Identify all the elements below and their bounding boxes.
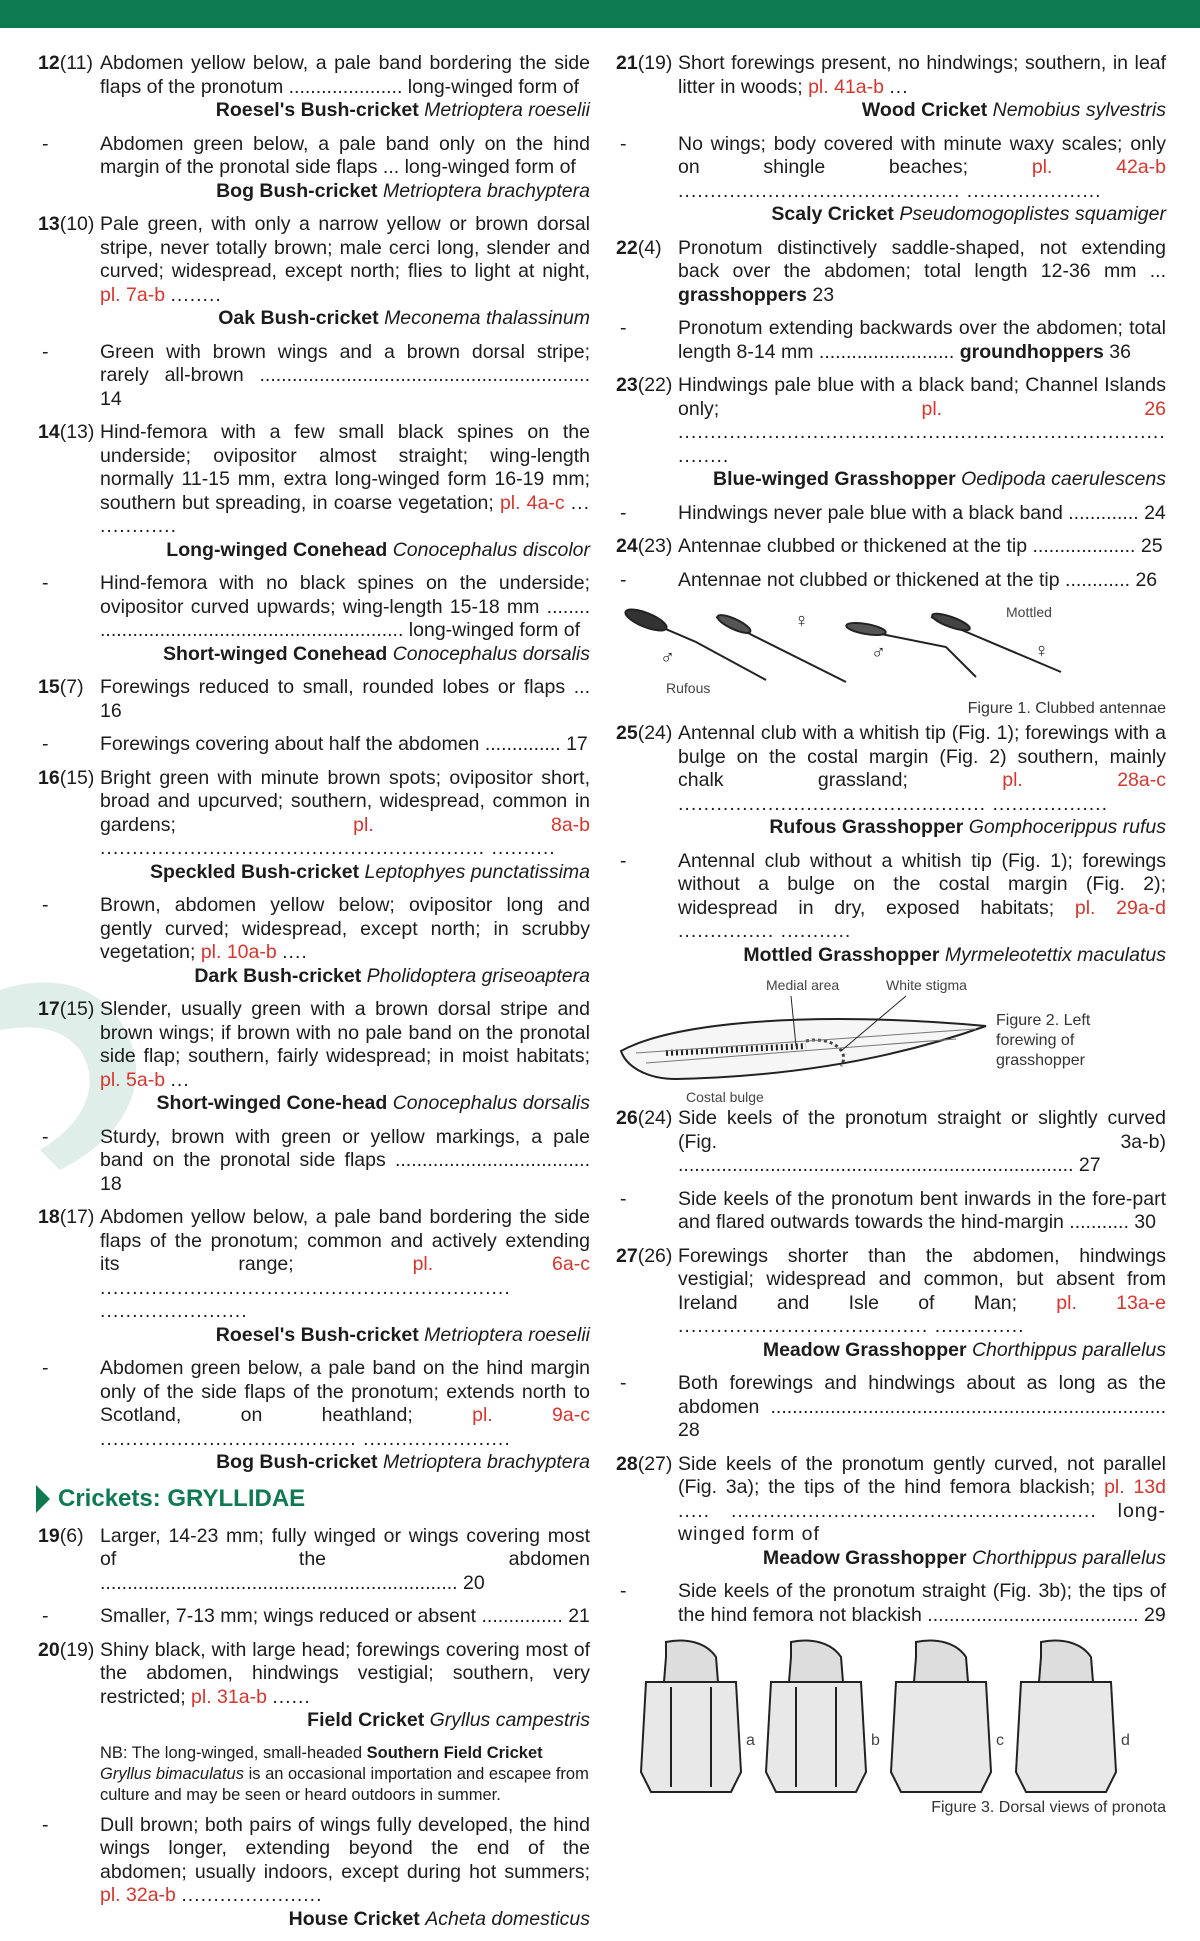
plate-reference: pl. 9a-c <box>472 1404 590 1426</box>
key-couplet <box>616 133 1166 227</box>
group-name: groundhoppers <box>959 340 1104 363</box>
plate-reference: pl. 41a-b <box>808 75 884 98</box>
couplet-prev: 7 <box>66 676 78 698</box>
key-couplet <box>38 1126 590 1197</box>
common-name: Wood Cricket <box>861 99 988 121</box>
key-couplet <box>616 317 1166 364</box>
couplet-text <box>100 341 590 412</box>
couplet-description: Antennae not clubbed or thickened at the tip ............ 26 <box>678 568 1158 591</box>
couplet-dash: - <box>42 1605 49 1627</box>
species-line <box>100 1908 590 1932</box>
figure-1-caption: Figure 1. Clubbed antennae <box>967 700 1166 717</box>
scientific-name: Pseudomogoplistes squamiger <box>899 203 1166 225</box>
couplet-text <box>678 133 1166 204</box>
lead-number: 36 <box>1109 340 1131 363</box>
leader-dots: ... ............ <box>100 491 591 537</box>
key-couplet <box>616 1372 1166 1443</box>
scientific-name: Gryllus campestris <box>429 1709 590 1731</box>
common-name: Roesel's Bush-cricket <box>215 1323 419 1346</box>
scientific-name: Myrmeleotettix maculatus <box>944 943 1166 966</box>
couplet-text <box>100 1605 590 1629</box>
couplet-prev: 15 <box>66 766 88 789</box>
couplet-text <box>678 850 1166 944</box>
key-couplet <box>38 998 590 1116</box>
species-line <box>678 1547 1166 1571</box>
couplet-description: Forewings covering about half the abdomen .............. 17 <box>100 733 588 755</box>
species-line <box>678 468 1166 492</box>
plate-reference: pl. 29a-d <box>1074 896 1166 919</box>
couplet-id: 27 <box>616 1244 638 1267</box>
couplet-text <box>100 1525 590 1596</box>
scientific-name: Metrioptera roeselii <box>424 1323 590 1346</box>
scientific-name: Conocephalus dorsalis <box>392 642 590 665</box>
couplet-dash: - <box>42 1357 49 1379</box>
couplet-number: 25(24) <box>616 722 673 744</box>
species-line <box>100 643 590 667</box>
couplet-description: Both forewings and hindwings about as long as the abdomen ......................................................................... 28 <box>678 1372 1166 1441</box>
couplet-dash: - <box>620 501 627 524</box>
couplet-description: Larger, 14-23 mm; fully winged or wings covering most of the abdomen .................................................................. 20 <box>100 1524 590 1594</box>
couplet-description: Abdomen green below, a pale band on the hind margin only of the side flaps of the pronotum; extends north to Scotland, on heathland; <box>100 1357 590 1426</box>
couplet-text <box>100 133 590 180</box>
couplet-description: Antennal club with a whitish tip (Fig. 1); forewings with a bulge on the costal margin (Fig. 2) southern, mainly chalk grassland; <box>678 722 1166 791</box>
key-couplet <box>38 1206 590 1347</box>
key-couplet <box>616 569 1166 593</box>
couplet-dash: - <box>42 733 49 755</box>
couplet-text <box>100 1206 590 1324</box>
scientific-name: Gomphocerippus rufus <box>968 816 1166 838</box>
scientific-name: Metrioptera brachyptera <box>382 1451 590 1473</box>
scientific-name: Chorthippus parallelus <box>971 1546 1166 1569</box>
couplet-prev: 4 <box>644 236 656 259</box>
species-line <box>100 1324 590 1348</box>
couplet-dash: - <box>42 572 49 594</box>
couplet-text <box>678 1372 1166 1443</box>
couplet-number: 27(26) <box>616 1244 673 1267</box>
scientific-name: Metrioptera roeselii <box>424 99 590 121</box>
couplet-text <box>100 213 590 307</box>
couplet-description: Slender, usually green with a brown dorsal stripe and brown wings; if brown with no pale band on the pronotal side flap; southern, fairly widespread; in moist habitats; <box>100 998 590 1067</box>
couplet-prev: 10 <box>66 213 88 235</box>
couplet-id: 13 <box>38 213 60 235</box>
couplet-text <box>678 52 1166 99</box>
species-line <box>100 861 590 885</box>
scientific-name: Acheta domesticus <box>425 1907 590 1930</box>
key-couplet <box>38 1525 590 1596</box>
couplet-dash: - <box>42 1125 49 1148</box>
couplet-text <box>678 1188 1166 1235</box>
key-couplet <box>38 1814 590 1932</box>
couplet-description: Short forewings present, no hindwings; southern, in leaf litter in woods; <box>678 52 1166 98</box>
label-female: ♀ <box>794 610 809 632</box>
species-line <box>100 1092 590 1116</box>
couplet-id: 28 <box>616 1452 638 1475</box>
leader-dots: ... <box>170 1068 190 1091</box>
scientific-name: Pholidoptera griseoaptera <box>366 964 590 987</box>
common-name: Oak Bush-cricket <box>218 307 379 329</box>
couplet-prev: 11 <box>66 52 87 74</box>
couplet-number: 15(7) <box>38 676 84 698</box>
plate-reference: pl. 32a-b <box>100 1884 176 1906</box>
key-couplet <box>616 1580 1166 1627</box>
couplet-text <box>678 317 1166 364</box>
couplet-prev: 22 <box>644 374 666 396</box>
couplet-number: 20(19) <box>38 1638 95 1661</box>
note-prefix: NB: The long-winged, small-headed <box>100 1743 363 1762</box>
key-couplet <box>616 374 1166 492</box>
plate-reference: pl. 5a-b <box>100 1068 166 1091</box>
couplet-id: 18 <box>38 1206 60 1228</box>
couplet-dash: - <box>620 132 627 155</box>
common-name: Meadow Grasshopper <box>762 1338 967 1361</box>
couplet-description: Bright green with minute brown spots; ovipositor short, broad and upcurved; southern, widespread, common in gardens; <box>100 766 590 836</box>
couplet-number: 23(22) <box>616 374 673 396</box>
couplet-prev: 24 <box>644 722 666 744</box>
common-name: Scaly Cricket <box>771 203 894 225</box>
common-name: Rufous Grasshopper <box>769 816 964 838</box>
leader-dots: ........ <box>170 283 222 306</box>
common-name: Speckled Bush-cricket <box>149 860 360 883</box>
common-name: Bog Bush-cricket <box>216 179 378 202</box>
plate-reference: pl. 13d <box>1104 1476 1166 1498</box>
plate-reference: pl. 26 <box>921 397 1167 420</box>
species-line <box>100 539 590 563</box>
leader-dots: ...... <box>272 1685 311 1708</box>
couplet-text <box>100 1126 590 1197</box>
couplet-prev: 6 <box>66 1524 78 1547</box>
common-name: Field Cricket <box>307 1709 425 1731</box>
couplet-text <box>100 1639 590 1710</box>
couplet-description: Pale green, with only a narrow yellow or brown dorsal stripe, never totally brown; male cerci long, slender and curved; widespread, except north; flies to light at night, <box>100 213 590 282</box>
couplet-description: Green with brown wings and a brown dorsal stripe; rarely all-brown ............................................................. 14 <box>100 340 590 410</box>
couplet-id: 25 <box>616 722 638 744</box>
couplet-text <box>678 535 1166 559</box>
leader-dots: ...................... <box>181 1884 323 1906</box>
couplet-prev: 19 <box>644 52 666 74</box>
key-couplet <box>616 1453 1166 1571</box>
couplet-dash: - <box>620 317 627 339</box>
couplet-number: 17(15) <box>38 998 95 1020</box>
couplet-id: 20 <box>38 1638 60 1661</box>
couplet-description: Side keels of the pronotum straight or slightly curved (Fig. 3a-b) ......................................................................... 27 <box>678 1107 1166 1176</box>
figure-pronota <box>616 1637 1166 1817</box>
label-female: ♀ <box>1034 640 1049 662</box>
section-marker <box>36 1485 50 1513</box>
couplet-text <box>100 1814 590 1908</box>
couplet-prev: 24 <box>644 1107 666 1129</box>
species-line <box>678 816 1166 840</box>
couplet-text <box>678 722 1166 816</box>
couplet-dash: - <box>42 1813 49 1836</box>
note-common-name: Southern Field Cricket <box>366 1743 543 1762</box>
couplet-number: 16(15) <box>38 766 95 789</box>
couplet-description: Hindwings never pale blue with a black band ............. 24 <box>678 501 1166 524</box>
label-mottled: Mottled <box>1006 604 1052 620</box>
couplet-description: Brown, abdomen yellow below; ovipositor long and gently curved; widespread, except north; in scrubby vegetation; <box>100 894 590 963</box>
key-couplet <box>616 722 1166 840</box>
key-couplet <box>38 52 590 123</box>
key-couplet <box>616 1245 1166 1363</box>
couplet-prev: 26 <box>644 1244 666 1267</box>
couplet-number: 21(19) <box>616 52 673 74</box>
couplet-id: 17 <box>38 998 60 1020</box>
couplet-description: Forewings reduced to small, rounded lobes or flaps ... 16 <box>100 676 590 722</box>
couplet-description: Dull brown; both pairs of wings fully developed, the hind wings longer, extending beyond the end of the abdomen; usually indoors, except during hot summers; <box>100 1813 590 1883</box>
couplet-description: Hind-femora with a few small black spines on the underside; ovipositor almost straight; wing-length normally 11-15 mm, extra long-winged form 16-19 mm; southern but spreading, in coarse vegetation; <box>100 421 590 514</box>
common-name: Roesel's Bush-cricket <box>215 99 419 121</box>
couplet-description: No wings; body covered with minute waxy scales; only on shingle beaches; <box>678 132 1166 178</box>
scientific-name: Nemobius sylvestris <box>992 99 1166 121</box>
couplet-id: 26 <box>616 1107 638 1129</box>
couplet-number: 18(17) <box>38 1206 95 1228</box>
lead-number: 23 <box>812 283 835 306</box>
forewing-drawing <box>616 991 996 1101</box>
couplet-description: Sturdy, brown with green or yellow markings, a pale band on the pronotal side flaps .................................... 18 <box>100 1125 590 1195</box>
couplet-text <box>100 572 590 643</box>
couplet-number: 13(10) <box>38 213 95 235</box>
couplet-prev: 13 <box>66 421 88 443</box>
species-line <box>678 1339 1166 1363</box>
leader-dots: ................................................ .................. <box>678 792 1108 815</box>
couplet-description: Abdomen yellow below, a pale band bordering the side flaps of the pronotum; common and actively extending its range; <box>100 1206 590 1275</box>
couplet-dash: - <box>42 894 49 916</box>
header-bar <box>0 0 1200 28</box>
couplet-text <box>100 894 590 965</box>
section-title: Crickets: GRYLLIDAE <box>58 1484 306 1512</box>
plate-reference: pl. 4a-c <box>499 491 565 514</box>
key-couplet <box>616 1107 1166 1178</box>
plate-reference: pl. 42a-b <box>1031 156 1167 178</box>
couplet-description: Side keels of the pronotum gently curved, not parallel (Fig. 3a); the tips of the hind femora blackish; <box>678 1452 1166 1498</box>
couplet-number: 12(11) <box>38 52 93 74</box>
couplet-id: 16 <box>38 766 60 789</box>
couplet-description: Smaller, 7-13 mm; wings reduced or absent ............... 21 <box>100 1605 590 1627</box>
couplet-description: Antennae clubbed or thickened at the tip ................... 25 <box>678 535 1163 557</box>
couplet-description: Antennal club without a whitish tip (Fig. 1); forewings without a bulge on the costal margin (Fig. 2); widespread in dry, exposed habitats; <box>678 849 1166 919</box>
plate-reference: pl. 13a-e <box>1056 1291 1166 1314</box>
species-line <box>100 307 590 331</box>
plate-reference: pl. 6a-c <box>412 1253 590 1275</box>
couplet-id: 14 <box>38 421 60 443</box>
couplet-text <box>678 569 1166 593</box>
scientific-name: Conocephalus dorsalis <box>392 1092 590 1114</box>
common-name: Short-winged Conehead <box>163 642 388 665</box>
key-couplet <box>38 733 590 757</box>
leader-dots: ............................................ ..................... <box>678 179 1102 202</box>
leader-dots: ... <box>889 75 909 98</box>
couplet-id: 19 <box>38 1524 60 1547</box>
couplet-text <box>678 1580 1166 1627</box>
key-couplet <box>616 52 1166 123</box>
couplet-prev: 23 <box>644 535 666 557</box>
couplet-text <box>100 676 590 723</box>
scientific-name: Conocephalus discolor <box>392 538 590 561</box>
scientific-name: Leptophyes punctatissima <box>364 860 590 883</box>
leader-dots: ............... ........... <box>678 920 852 942</box>
couplet-text <box>100 421 590 539</box>
common-name: Mottled Grasshopper <box>743 943 940 966</box>
key-couplet <box>38 421 590 562</box>
couplet-id: 12 <box>38 52 60 74</box>
leader-dots: ............................................................................ ........ <box>678 421 1166 467</box>
group-name: grasshoppers <box>678 283 807 306</box>
scientific-name: Metrioptera brachyptera <box>382 179 590 202</box>
leader-dots: ..... ......................................................... long-winged form of <box>678 1499 1166 1545</box>
couplet-description: Forewings shorter than the abdomen, hindwings vestigial; widespread and common, but absent from Ireland and Isle of Man; <box>678 1244 1166 1314</box>
couplet-text <box>678 1453 1166 1547</box>
key-couplet <box>38 1605 590 1629</box>
couplet-prev: 19 <box>66 1638 88 1661</box>
couplet-number: 14(13) <box>38 421 95 443</box>
couplet-id: 23 <box>616 374 638 396</box>
figure-forewing <box>616 977 1166 1107</box>
couplet-description: Hind-femora with no black spines on the underside; ovipositor curved upwards; wing-length 15-18 mm ........ ........................................................ long-winged form of <box>100 572 590 641</box>
label-male: ♂ <box>871 642 886 664</box>
couplet-dash: - <box>620 1372 627 1394</box>
scientific-name: Chorthippus parallelus <box>971 1338 1166 1361</box>
couplet-dash: - <box>42 132 49 155</box>
leader-dots: ................................................................ ....................... <box>100 1276 511 1322</box>
couplet-text <box>678 1107 1166 1178</box>
plate-reference: pl. 7a-b <box>100 283 166 306</box>
couplet-description: Hindwings pale blue with a black band; Channel Islands only; <box>678 374 1166 420</box>
key-couplet <box>38 894 590 988</box>
leader-dots: ....................................... .............. <box>678 1315 1025 1337</box>
figure-3-caption: Figure 3. Dorsal views of pronota <box>931 1799 1166 1816</box>
couplet-description: Pronotum distinctively saddle-shaped, not extending back over the abdomen; total length 12-36 mm ... <box>678 236 1166 282</box>
couplet-dash: - <box>620 1187 627 1210</box>
common-name: Meadow Grasshopper <box>762 1546 967 1569</box>
plate-reference: pl. 28a-c <box>1002 769 1166 791</box>
pronotum-label-b: b <box>871 1732 880 1749</box>
common-name: House Cricket <box>288 1907 420 1930</box>
couplet-text <box>100 998 590 1092</box>
leader-dots: .... <box>282 941 308 963</box>
couplet-description: Side keels of the pronotum straight (Fig. 3b); the tips of the hind femora not blackish ....................................... 29 <box>678 1580 1166 1626</box>
couplet-description: Pronotum extending backwards over the abdomen; total length 8-14 mm ......................... <box>678 317 1166 363</box>
couplet-prev: 15 <box>66 998 88 1020</box>
couplet-text <box>100 1357 590 1451</box>
section-header <box>36 1485 590 1513</box>
note-block <box>38 1743 590 1806</box>
couplet-prev: 17 <box>66 1206 88 1228</box>
couplet-dash: - <box>42 340 49 363</box>
key-couplet <box>38 341 590 412</box>
common-name: Short-winged Cone-head <box>156 1092 388 1114</box>
couplet-dash: - <box>620 1580 627 1602</box>
couplet-dash: - <box>620 849 627 872</box>
plate-reference: pl. 31a-b <box>191 1685 267 1708</box>
couplet-text <box>678 237 1166 308</box>
scientific-name: Oedipoda caerulescens <box>961 468 1166 490</box>
common-name: Blue-winged Grasshopper <box>712 468 956 490</box>
key-couplet <box>616 535 1166 559</box>
key-couplet <box>616 850 1166 968</box>
key-couplet <box>616 237 1166 308</box>
label-white-stigma: White stigma <box>886 977 967 993</box>
pronotum-label-a: a <box>746 1732 755 1749</box>
couplet-text <box>100 767 590 861</box>
couplet-id: 24 <box>616 535 638 557</box>
couplet-description: Shiny black, with large head; forewings covering most of the abdomen, hindwings vestigial; southern, very restricted; <box>100 1638 590 1708</box>
left-column <box>38 52 590 1941</box>
figure-clubbed-antennae <box>616 602 1166 722</box>
couplet-number: 22(4) <box>616 236 662 259</box>
leader-dots: ........................................ ....................... <box>100 1427 511 1450</box>
key-couplet <box>38 213 590 331</box>
couplet-prev: 27 <box>644 1452 666 1475</box>
leader-dots: ............................................................ .......... <box>100 837 556 859</box>
plate-reference: pl. 8a-b <box>353 813 591 836</box>
couplet-text <box>100 52 590 99</box>
pronotum-label-c: c <box>996 1732 1004 1749</box>
scientific-name: Meconema thalassinum <box>384 307 590 329</box>
common-name: Dark Bush-cricket <box>194 964 362 987</box>
note-scientific-name: Gryllus bimaculatus <box>100 1764 244 1783</box>
key-couplet <box>38 1639 590 1733</box>
couplet-id: 21 <box>616 52 638 74</box>
couplet-text <box>678 374 1166 468</box>
couplet-number: 24(23) <box>616 535 673 557</box>
pronota-drawing <box>616 1637 1166 1797</box>
species-line <box>100 180 590 204</box>
note-rest: is an occasional importation and escapee from culture and may be seen or heard outdoors in summer. <box>100 1764 589 1804</box>
common-name: Bog Bush-cricket <box>216 1451 378 1473</box>
label-male: ♂ <box>660 647 675 669</box>
key-couplet <box>38 676 590 723</box>
couplet-number: 28(27) <box>616 1452 673 1475</box>
species-line <box>678 203 1166 227</box>
label-costal-bulge: Costal bulge <box>686 1089 764 1105</box>
couplet-description: Abdomen yellow below, a pale band bordering the side flaps of the pronotum ..................... long-winged form of <box>100 52 590 98</box>
couplet-number: 26(24) <box>616 1107 673 1129</box>
common-name: Long-winged Conehead <box>166 538 388 561</box>
key-couplet <box>616 502 1166 526</box>
species-line <box>100 965 590 989</box>
key-couplet <box>38 1357 590 1475</box>
couplet-text <box>678 1245 1166 1339</box>
label-medial-area: Medial area <box>766 977 840 993</box>
key-couplet <box>616 1188 1166 1235</box>
couplet-text <box>678 502 1166 526</box>
couplet-id: 15 <box>38 676 60 698</box>
key-couplet <box>38 767 590 885</box>
couplet-number: 19(6) <box>38 1524 84 1547</box>
key-couplet <box>38 572 590 666</box>
species-line <box>100 1709 590 1733</box>
label-rufous: Rufous <box>666 680 711 696</box>
species-line <box>100 1451 590 1475</box>
plate-reference: pl. 10a-b <box>200 941 277 963</box>
pronotum-label-d: d <box>1121 1732 1130 1749</box>
figure-2-caption: Figure 2. Left forewing of grasshopper <box>996 1012 1091 1069</box>
species-line <box>100 99 590 123</box>
couplet-id: 22 <box>616 236 638 259</box>
couplet-description: Side keels of the pronotum bent inwards in the fore-part and flared outwards towards the hind-margin ........... 30 <box>678 1187 1166 1233</box>
couplet-dash: - <box>620 568 627 591</box>
species-line <box>678 99 1166 123</box>
couplet-text <box>100 733 590 757</box>
right-column <box>616 52 1166 1817</box>
species-line <box>678 944 1166 968</box>
key-couplet <box>38 133 590 204</box>
couplet-description: Abdomen green below, a pale band only on the hind margin of the pronotal side flaps ... long-winged form of <box>100 132 590 178</box>
